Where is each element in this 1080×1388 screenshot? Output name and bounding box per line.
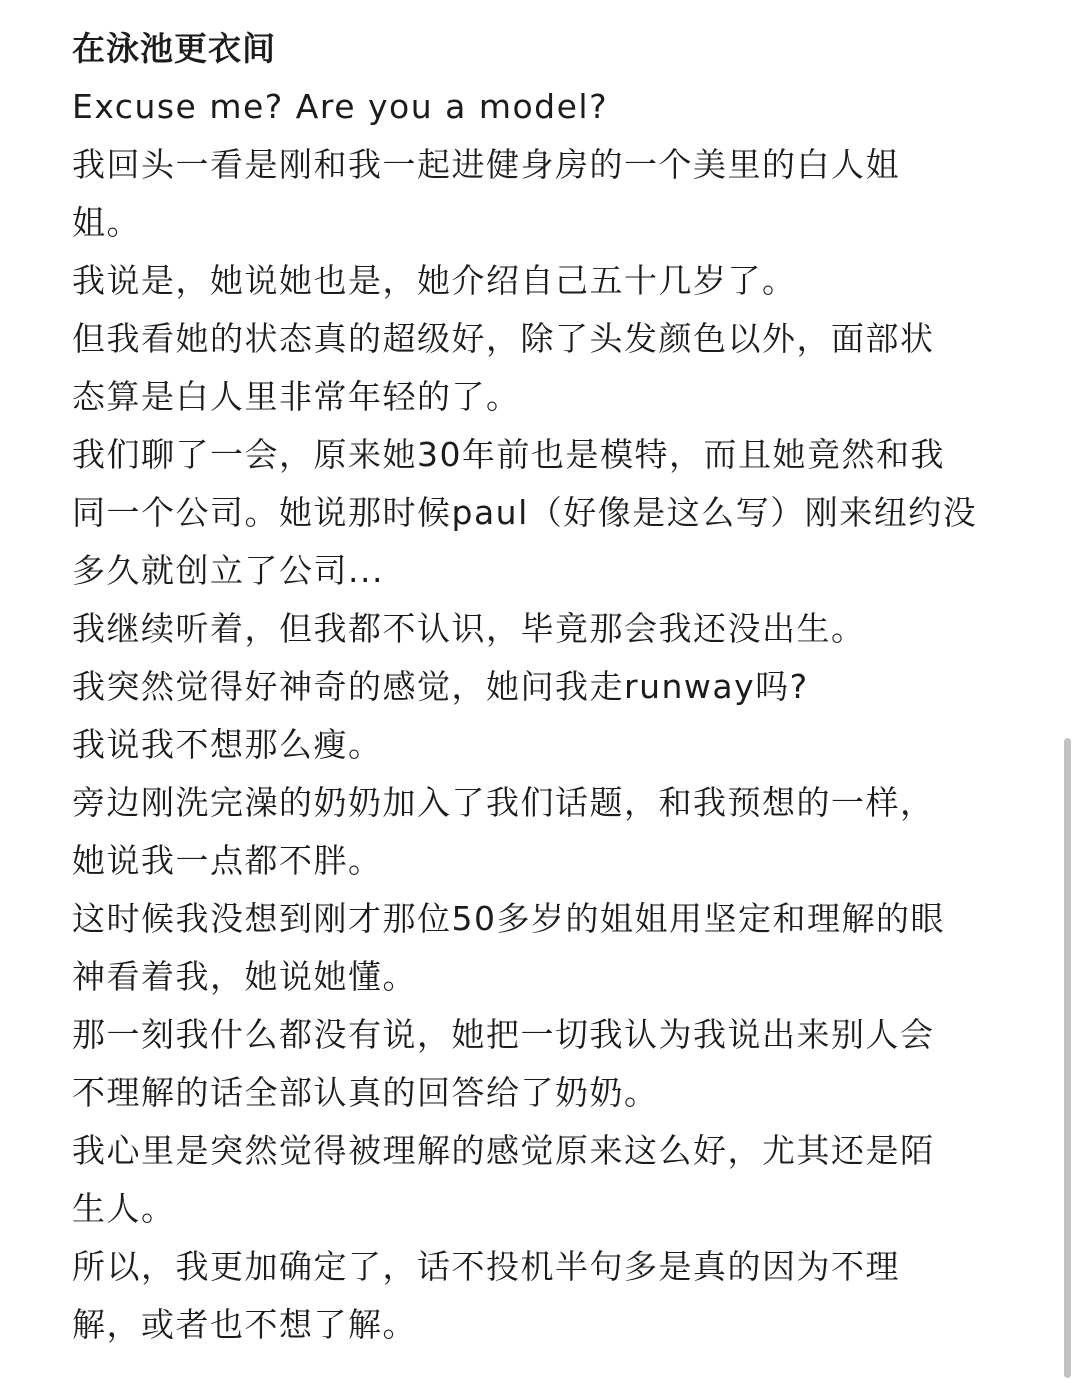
note-line: 我们聊了一会，原来她30年前也是模特，而且她竟然和我 xyxy=(72,435,945,474)
note-body[interactable] xyxy=(72,78,1012,1354)
note-line: 我说是，她说她也是，她介绍自己五十几岁了。 xyxy=(72,261,797,300)
note-line: 不理解的话全部认真的回答给了奶奶。 xyxy=(72,1073,659,1112)
note-line: 多久就创立了公司... xyxy=(72,551,384,590)
note-line: 我心里是突然觉得被理解的感觉原来这么好，尤其还是陌 xyxy=(72,1131,935,1170)
note-line: 态算是白人里非常年轻的了。 xyxy=(72,377,521,416)
note-line: 神看着我，她说她懂。 xyxy=(72,957,417,996)
note-line: 这时候我没想到刚才那位50多岁的姐姐用坚定和理解的眼 xyxy=(72,899,945,938)
note-line: 那一刻我什么都没有说，她把一切我认为我说出来别人会 xyxy=(72,1015,935,1054)
note-line: 但我看她的状态真的超级好，除了头发颜色以外，面部状 xyxy=(72,319,935,358)
note-line: 我回头一看是刚和我一起进健身房的一个美里的白人姐 xyxy=(72,145,900,184)
note-line: 生人。 xyxy=(72,1189,176,1228)
note-line: 同一个公司。她说那时候paul（好像是这么写）刚来纽约没 xyxy=(72,493,978,532)
vertical-scrollbar[interactable] xyxy=(1064,738,1071,1378)
note-line: 我继续听着，但我都不认识，毕竟那会我还没出生。 xyxy=(72,609,866,648)
note-line: 旁边刚洗完澡的奶奶加入了我们话题，和我预想的一样， xyxy=(72,783,935,822)
note-line: 所以，我更加确定了，话不投机半句多是真的因为不理 xyxy=(72,1247,900,1286)
note-line: 我突然觉得好神奇的感觉，她问我走runway吗? xyxy=(72,667,809,706)
note-line: 姐。 xyxy=(72,203,141,242)
note-line: 她说我一点都不胖。 xyxy=(72,841,383,880)
note-content xyxy=(72,20,1012,1354)
note-line: Excuse me? Are you a model? xyxy=(72,87,609,126)
note-line: 解，或者也不想了解。 xyxy=(72,1305,417,1344)
note-line: 我说我不想那么瘦。 xyxy=(72,725,383,764)
note-title: 在泳池更衣间 xyxy=(72,29,276,68)
